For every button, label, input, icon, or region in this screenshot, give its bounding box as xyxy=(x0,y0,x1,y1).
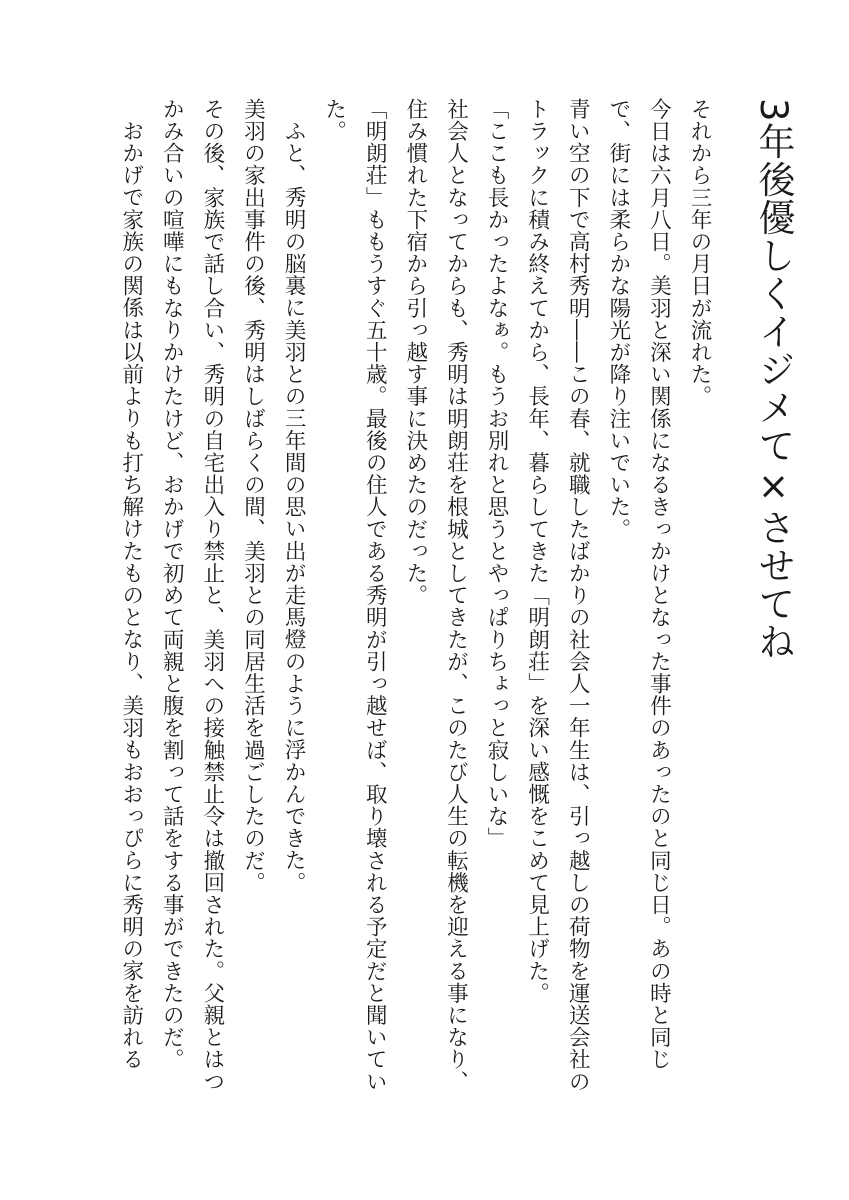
vertical-text-block xyxy=(37,98,797,1108)
chapter-number: 3年後 xyxy=(752,98,795,199)
chapter-title: 優しくイジメて×させてね xyxy=(752,198,795,661)
paragraph-2: 今日は六月八日。美羽と深い関係になるきっかけとなった事件のあったのと同じ日。あの時と同じで、街には柔らかな陽光が降り注いでいた。 xyxy=(605,98,672,1071)
paragraph-7: ふと、秀明の脳裏に美羽との三年間の思い出が走馬燈のように浮かんできた。 xyxy=(281,119,307,893)
paragraph-6: 「明朗荘」ももうすぐ五十歳。最後の住人である秀明が引っ越せば、取り壊される予定だと聞いていた。 xyxy=(321,98,388,1093)
paragraph-9: その後、家族で話し合い、秀明の自宅出入り禁止と、美羽への接触禁止令は撤回された。父親とはつかみ合いの喧嘩にもなりかけたけど、おかげで初めて両親と腹を割って話をする事ができたのだ。 xyxy=(159,98,225,1093)
paragraph-3: 青い空の下で高村秀明――この春、就職したばかりの社会人一年生は、引っ越しの荷物を運送会社のトラックに積み終えてから、長年、暮らしてきた「明朗荘」を深い感慨をこめて見上げた。 xyxy=(524,98,591,1093)
paragraph-1: それから三年の月日が流れた。 xyxy=(687,98,712,408)
paragraph-8: 美羽の家出事件の後、秀明はしばらくの間、美羽との同居生活を過ごしたのだ。 xyxy=(240,98,266,894)
paragraph-10: おかげで家族の関係は以前よりも打ち解けたものとなり、美羽もおおっぴらに秀明の家を訪れる xyxy=(118,119,144,1070)
chapter-heading xyxy=(749,98,797,1108)
paragraph-5: 社会人となってからも、秀明は明朗荘を根城としてきたが、このたび人生の転機を迎える事になり、住み慣れた下宿から引っ越す事に決めたのだった。 xyxy=(402,98,469,1093)
paragraph-4-dialogue: 「ここも長かったよなぁ。もうお別れと思うとやっぱりちょっと寂しいな」 xyxy=(484,98,510,850)
